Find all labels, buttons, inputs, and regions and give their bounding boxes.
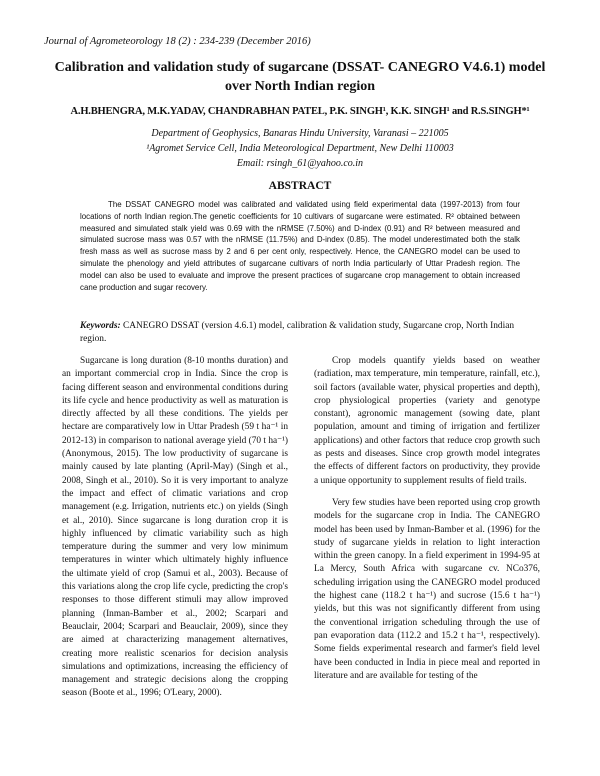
affiliation-agromet: ¹Agromet Service Cell, India Meteorological Department, New Delhi 110003 [146,143,454,154]
title-line-1: Calibration and validation study of sugarcane (DSSAT- CANEGRO V4.6.1) model [54,60,546,75]
keywords [80,320,520,346]
intro-paragraph-3: Very few studies have been reported using crop growth models for the sugarcane crop in India. The CANEGRO model has been used by Inman-Bamber et al. (1996) for the study of sugarcane yields in relation to light interaction within the green canopy. In a field experiment in 1994-95 at La Mercy, South Africa with sugarcane cv. NCo376, scheduling irrigation using the CANEGRO model produced the highest cane (118.2 t ha⁻¹) and sucrose (15.6 t ha⁻¹) yields, but this was not significantly different from using the conventional irrigation scheduling through the use of pan evaporation data (112.2 and 15.2 t ha⁻¹, respectively). Some fields experimental research and farmer's field level have been conducted in India in piece meal and reported in literature and are available for testing of the [314,497,540,681]
affiliation-geophysics: Department of Geophysics, Banaras Hindu University, Varanasi – 221005 [151,128,449,139]
journal-citation: Journal of Agrometeorology 18 (2) : 234-239 (December 2016) [44,36,311,47]
title-line-2: over North Indian region [225,79,375,94]
author-list: A.H.BHENGRA, M.K.YADAV, CHANDRABHAN PATEL, P.K. SINGH¹, K.K. SINGH¹ and R.S.SINGH*¹ [70,106,530,117]
body-column-left [62,355,288,710]
intro-paragraph-1: Sugarcane is long duration (8-10 months duration) and an important commercial crop in India. Since the crop is facing different season and environmental conditions during its life cycle and hence productivity as well as maturation is directly affected by all these conditions. The yields per hectare are comparatively low in Uttar Pradesh (59 t ha⁻¹ in 2012-13) in comparison to national average yield (70 t ha⁻¹) (Anonymous, 2015). The low productivity of sugarcane is mainly caused by late planting (April-May) (Singh et al., 2008, Singh et al., 2010). So it is very important to analyze the impact and effect of climatic variations and crop management (e.g. Irrigation, nutrients etc.) on yields (Singh et al., 2010). Since sugarcane is long duration crop it is highly influenced by climatic variability such as high temperature during the summer and very low minimum temperatures in winter which ultimately highly influence the ultimate yield of crop (Samui et al., 2003). Because of this variations along the crop life cycle, predicting the crop's responses to those different stimuli may allow improved planning (Inman-Bamber et al., 2002; Scarpari and Beauclair, 2004; Scarpari and Beauclair, 2009), since they are aimed at characterizing management alternatives, creating more realistic scenarios for decision analysis simulations and optimizations, increasing the efficiency of management and strategic decisions along the cropping season (Boote et al., 1996; O'Leary, 2000). [62,356,288,699]
intro-paragraph-2: Crop models quantify yields based on weather (radiation, max temperature, min temperature, rainfall, etc.), soil factors (available water, physical properties and depth), crop physiological properties (variety and genotype constant), agronomic management (sowing date, plant population, amount and timing of irrigation and fertilizer applications) and other factors that reduce crop growth such as pests and diseases. Since crop growth model integrates the effects of different factors on productivity, they provide a unique opportunity to supplement results of field trails. [314,356,540,486]
body-column-right [314,355,540,692]
abstract-heading: ABSTRACT [268,180,332,192]
keywords-label: Keywords: [80,321,121,331]
keywords-text: CANEGRO DSSAT (version 4.6.1) model, calibration & validation study, Sugarcane crop, North Indian region. [80,321,515,344]
paper-title [40,58,560,96]
abstract-body: The DSSAT CANEGRO model was calibrated and validated using field experimental data (1997-2013) from four locations of north Indian region.The genetic coefficients for 10 cultivars of sugarcane were estimated. R² obtained between measured and simulated stalk yield was 0.69 with the nRMSE (7.50%) and D-index (0.91) and R² between measured and simulated sucrose mass was 0.57 with the nRMSE (11.75%) and D-index (0.85). The model underestimated both the stalk fresh mass as well as sucrose mass by 2 and 6 per cent only, respectively. Hence, the CANEGRO model can be used to simulate the phenology and yield attributes of sugarcane cultivars of north India particularly of Uttar Pradesh region. The model can also be used to evaluate and improve the present practices of sugarcane crop management to obtain increased cane production and sugar recovery. [80,200,520,292]
corresponding-email: Email: rsingh_61@yahoo.co.in [236,158,364,169]
